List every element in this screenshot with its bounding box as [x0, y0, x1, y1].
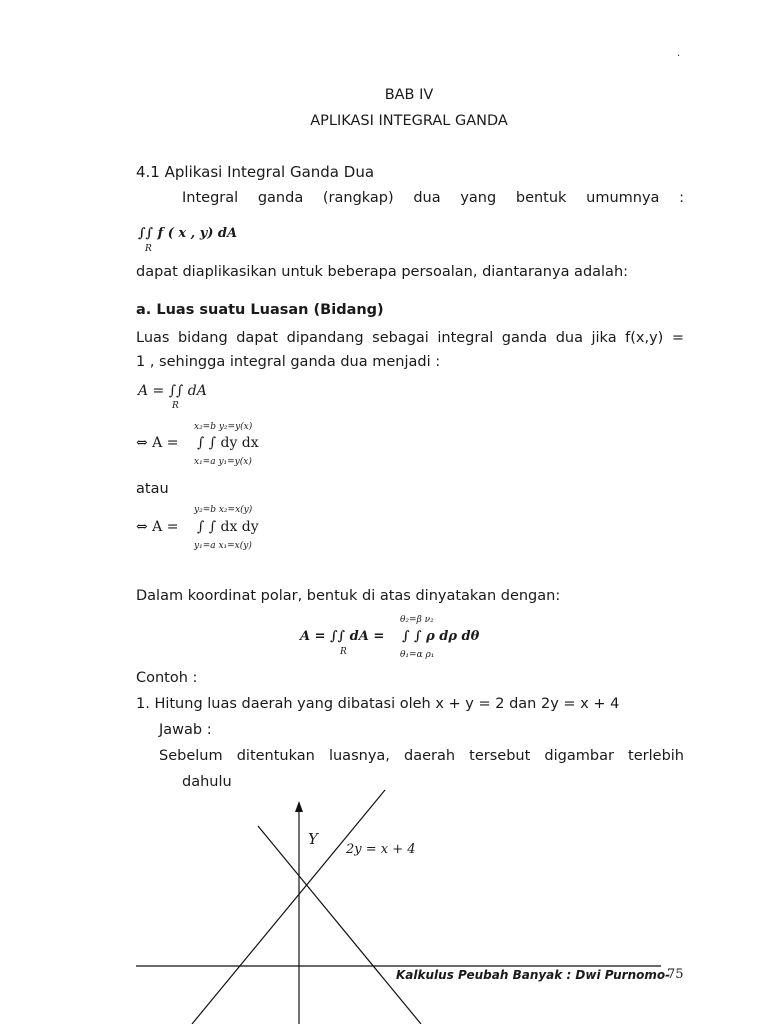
eq2-upper-limits: x₂=b y₂=y(x)	[194, 422, 253, 432]
section-heading: 4.1 Aplikasi Integral Ganda Dua	[136, 163, 375, 181]
eq3-lower-limits: y₁=a x₁=x(y)	[194, 541, 252, 551]
eq2-integral: ∫ ∫ dy dx	[197, 435, 259, 451]
section-intro: Integral ganda (rangkap) dua yang bentuk umumnya :	[182, 190, 684, 206]
area-equation-region: R	[172, 401, 179, 411]
example-label: Contoh :	[136, 670, 198, 686]
graph-y-label: Y	[308, 830, 318, 848]
page-number: 75	[667, 967, 684, 982]
chapter-title: APLIKASI INTEGRAL GANDA	[310, 113, 508, 129]
example-explanation-line2: dahulu	[182, 774, 232, 790]
eq3-integral: ∫ ∫ dx dy	[197, 519, 259, 535]
polar-region: R	[340, 647, 347, 657]
polar-intro: Dalam koordinat polar, bentuk di atas dinyatakan dengan:	[136, 588, 561, 604]
subsection-paragraph-line1: Luas bidang dapat dipandang sebagai integral ganda dua jika f(x,y) =	[136, 330, 684, 346]
general-formula: ∫∫ f ( x , y) dA	[138, 226, 238, 241]
polar-upper-limits: θ₂=β ν₂	[400, 615, 434, 625]
corner-dot: .	[677, 48, 681, 59]
chapter-label: BAB IV	[384, 87, 434, 103]
general-formula-region: R	[145, 244, 152, 254]
footer-text: Kalkulus Peubah Banyak : Dwi Purnomo-	[396, 968, 671, 982]
area-equation: A = ∫∫ dA	[138, 383, 207, 399]
polar-integral: ∫ ∫ ρ dρ dθ	[402, 629, 480, 644]
y-axis-arrow-icon	[295, 801, 303, 812]
eq2-lhs: ⇔ A =	[136, 435, 179, 451]
polar-lhs: A = ∫∫ dA =	[300, 629, 385, 644]
polar-lower-limits: θ₁=α ρ₁	[400, 650, 435, 660]
eq3-upper-limits: y₂=b x₂=x(y)	[194, 505, 253, 515]
subsection-paragraph-line2: 1 , sehingga integral ganda dua menjadi :	[136, 354, 441, 370]
eq3-lhs: ⇔ A =	[136, 519, 179, 535]
line-2y-equals-x-plus-4	[192, 790, 385, 1024]
example-jawab: Jawab :	[159, 722, 212, 738]
example-explanation-line1: Sebelum ditentukan luasnya, daerah tersebut digambar terlebih	[159, 748, 684, 764]
section-after-formula: dapat diaplikasikan untuk beberapa persoalan, diantaranya adalah:	[136, 264, 629, 280]
eq2-lower-limits: x₁=a y₁=y(x)	[194, 457, 252, 467]
graph-line-label: 2y = x + 4	[346, 842, 416, 857]
subsection-heading: a. Luas suatu Luasan (Bidang)	[136, 302, 384, 318]
example-item-1: 1. Hitung luas daerah yang dibatasi oleh x + y = 2 dan 2y = x + 4	[136, 696, 620, 712]
atau-text: atau	[136, 481, 169, 497]
